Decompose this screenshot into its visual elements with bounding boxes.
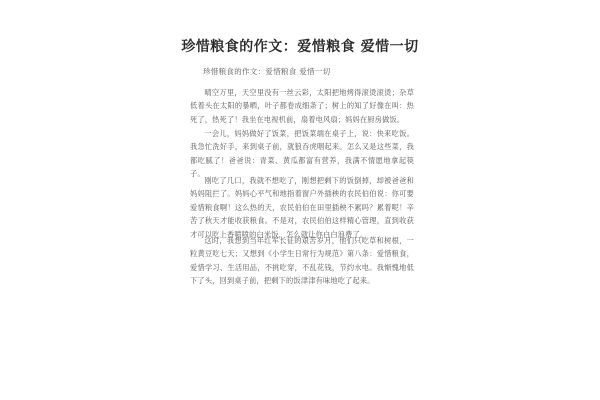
document-title: 珍惜粮食的作文：爱惜粮食 爱惜一切 bbox=[181, 39, 419, 55]
document-subtitle: 珍惜粮食的作文：爱惜粮食 爱惜一切 bbox=[203, 67, 331, 76]
paragraph-4: 这时，我想到当年红军长征的艰苦岁月，他们只吃草和树根，一粒黄豆吃七天；又想到《小学生日常行为规范》第八条：爱惜粮食，爱惜学习、生活用品，不挑吃穿，不乱花钱，节约水电。我惭愧地低下了头，回到桌子前，把剩下的饭津津有味地吃了起来。 bbox=[190, 236, 414, 286]
paragraph-2: 一会儿，妈妈做好了饭菜，把饭菜端在桌子上，说：快来吃饭。我急忙洗好手，来到桌子前，就狼吞虎咽起来。怎么又是这些菜，我都吃腻了！爸爸说：青菜、黄瓜都富有营养，我满不情愿地拿起筷子。 bbox=[190, 129, 414, 179]
paragraph-1: 晴空万里，天空里没有一丝云彩，太阳把地烤得滚烫滚烫；杂草低着头在太阳的暴晒，叶子都卷成细条了；树上的知了好像在叫：热死了，热死了！我坐在电视机前，扇着电风扇；妈妈在厨房做饭。 bbox=[190, 88, 414, 124]
paragraph-3: 刚吃了几口，我就不想吃了，刚想把剩下的饭倒掉，却被爸爸和妈妈阻拦了。妈妈心平气和地指着窗户外插秧的农民伯伯说：你可要爱惜粮食啊！这么热的天，农民伯伯在田里插秧不累吗？累着呢！辛苦了秋天才能收获粮食。不是对，农民伯伯这样精心管理，直到收获才可以吃上香喷喷的白米饭，怎么就让你白白浪费了。 bbox=[190, 176, 414, 239]
